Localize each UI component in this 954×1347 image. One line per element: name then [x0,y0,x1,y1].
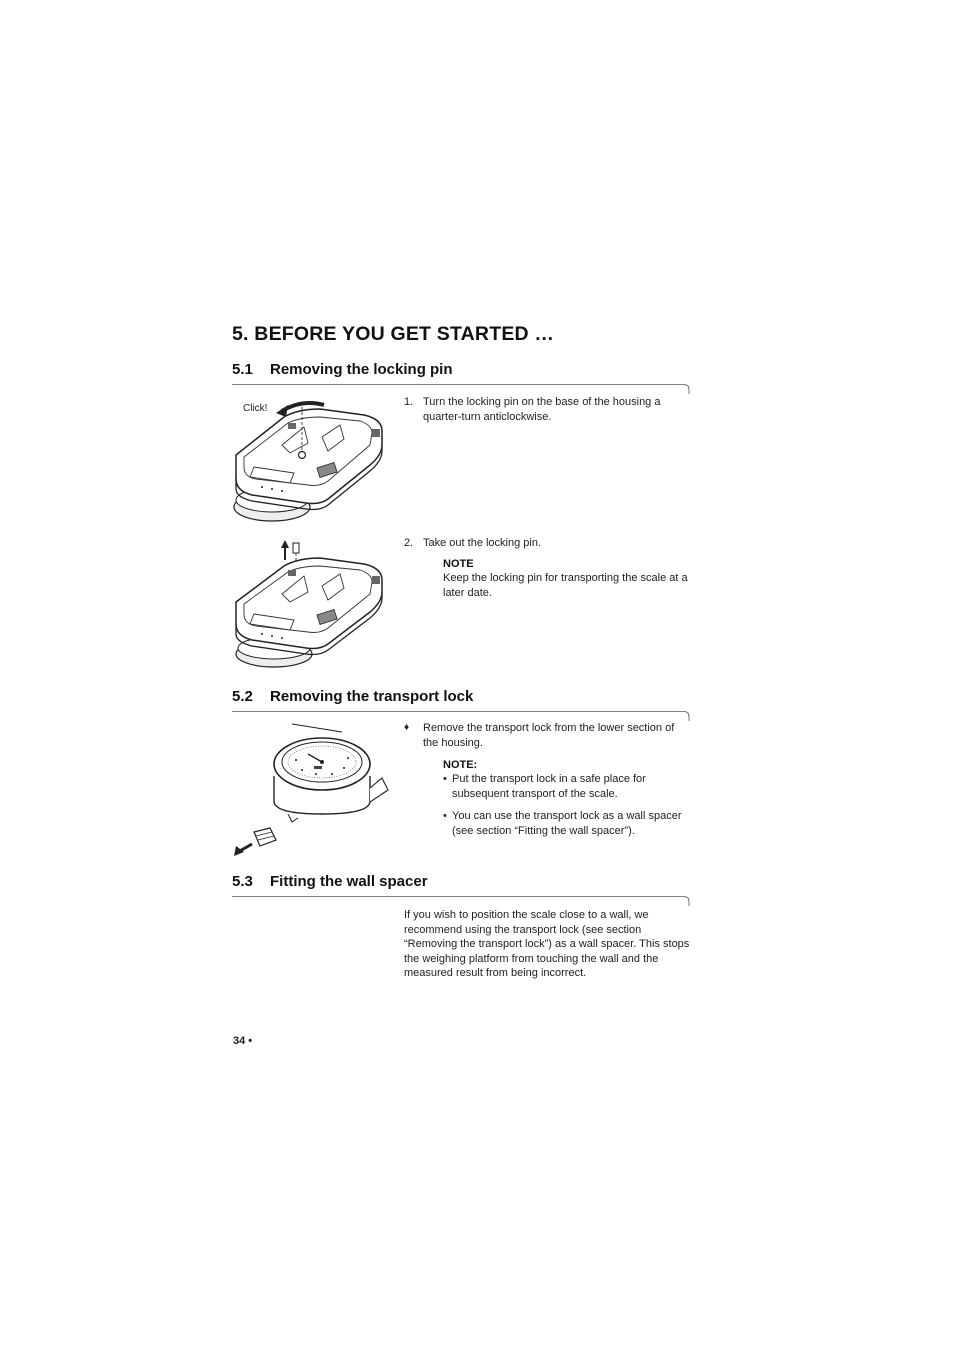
note-text: Keep the locking pin for transporting the scale at a later date. [443,572,688,599]
figure-scale-base-remove-pin [232,538,392,673]
note-bullet [443,772,689,801]
bullet-text: You can use the transport lock as a wall spacer (see section “Fitting the wall spacer”). [452,810,682,837]
note-bullet [443,809,689,838]
bullet-dot: • [443,810,447,822]
figure-label-click: Click! [243,403,268,414]
figure-scale-transport-lock [232,718,392,863]
section-title-text: Removing the locking pin [270,361,453,378]
note-heading: NOTE [443,558,474,570]
section-heading-5-3 [232,873,428,890]
diamond-bullet-icon: ♦ [404,722,410,733]
note-block-5-1 [443,558,689,600]
step-marker: 2. [404,537,414,549]
page-number: 34 • [233,1035,253,1047]
note-block-5-2 [443,759,689,838]
section-title-text: Removing the transport lock [270,688,474,705]
figure-scale-base-turn-pin [232,395,392,530]
section-heading-5-1 [232,361,453,378]
section-heading-5-2 [232,688,473,705]
step-text: Turn the locking pin on the base of the housing a quarter-turn anticlockwise. [423,396,661,423]
section-number: 5.1 [232,361,253,378]
note-heading: NOTE: [443,759,478,771]
section-rule [232,383,690,395]
section-number: 5.2 [232,688,253,705]
chapter-title: 5. BEFORE YOU GET STARTED … [232,323,555,345]
section-title-text: Fitting the wall spacer [270,873,428,890]
bullet-text: Put the transport lock in a safe place for subsequent transport of the scale. [452,773,646,800]
step-marker: 1. [404,396,414,408]
wall-spacer-paragraph: If you wish to position the scale close to a wall, we recommend using the transport lock (see section “Removing the transport lock”) as a wall spacer. This stops the weighing platform from touching the wall and the measured result from being incorrect. [404,909,690,979]
section-number: 5.3 [232,873,253,890]
step-text: Take out the locking pin. [423,537,542,549]
step-text: Remove the transport lock from the lower section of the housing. [423,722,675,749]
bullet-dot: • [443,773,447,785]
section-rule [232,895,690,907]
